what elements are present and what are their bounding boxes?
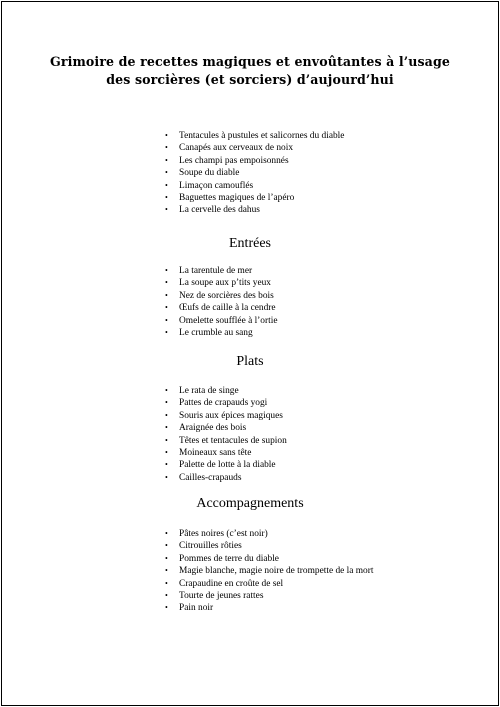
list-item	[165, 540, 373, 552]
bullet-icon: •	[165, 447, 168, 457]
list-item-label: Le rata de singe	[179, 386, 239, 396]
list-item-label: Les champi pas empoisonnés	[179, 155, 289, 166]
list-item	[165, 142, 344, 154]
list-item-label: Magie blanche, magie noire de trompette de la mort	[179, 566, 374, 577]
list-item-label: Tourte de jeunes rattes	[179, 590, 264, 601]
list-item-label: La soupe aux p’tits yeux	[179, 278, 271, 289]
list-item	[165, 602, 373, 614]
bullet-icon: •	[165, 603, 168, 613]
list-item-label: Canapés aux cerveaux de noix	[179, 143, 294, 154]
list-item-label: Palette de lotte à la diable	[179, 460, 276, 471]
list-accompagnements	[165, 528, 373, 615]
list-item-label: Le crumble au sang	[179, 327, 253, 338]
bullet-icon: •	[165, 435, 168, 445]
list-item	[165, 315, 277, 327]
bullet-icon: •	[165, 590, 168, 600]
section-heading-accompagnements: Accompagnements	[196, 496, 304, 511]
section-heading-plats: Plats	[236, 354, 264, 369]
document-title	[20, 53, 480, 89]
list-item-label: Moineaux sans tête	[179, 447, 252, 458]
list-item	[165, 385, 287, 397]
bullet-icon: •	[165, 266, 168, 275]
bullet-icon: •	[165, 541, 168, 551]
list-item-label: Pâtes noires (c’est noir)	[179, 529, 268, 539]
list-item	[165, 277, 277, 289]
bullet-icon: •	[165, 205, 168, 215]
bullet-icon: •	[165, 529, 168, 538]
list-item-label: Soupe du diable	[179, 168, 240, 179]
list-item-label: Citrouilles rôties	[179, 541, 242, 552]
list-item-label: Têtes et tentacules de supion	[179, 435, 287, 446]
list-item	[165, 553, 373, 565]
bullet-icon: •	[165, 423, 168, 433]
list-item	[165, 302, 277, 314]
bullet-icon: •	[165, 460, 168, 470]
bullet-icon: •	[165, 143, 168, 153]
list-item	[165, 447, 287, 459]
list-item-label: Pattes de crapauds yogi	[179, 398, 268, 409]
list-item-label: Crapaudine en croûte de sel	[179, 578, 284, 589]
list-amuse-bouches	[165, 130, 344, 217]
bullet-icon: •	[165, 278, 168, 288]
list-item-label: Nez de sorcières des bois	[179, 290, 274, 301]
list-item	[165, 130, 344, 142]
bullet-icon: •	[165, 566, 168, 576]
list-item-label: Cailles-crapauds	[179, 472, 242, 483]
list-item-label: Pain noir	[179, 603, 214, 614]
list-item	[165, 327, 277, 339]
list-item	[165, 167, 344, 179]
bullet-icon: •	[165, 290, 168, 300]
list-item-label: Tentacules à pustules et salicornes du diable	[179, 131, 345, 141]
list-item	[165, 459, 287, 471]
bullet-icon: •	[165, 131, 168, 140]
bullet-icon: •	[165, 327, 168, 337]
bullet-icon: •	[165, 410, 168, 420]
bullet-icon: •	[165, 168, 168, 178]
section-heading-entrees: Entrées	[229, 236, 271, 251]
bullet-icon: •	[165, 303, 168, 313]
list-item-label: Araignée des bois	[179, 423, 247, 434]
list-item	[165, 155, 344, 167]
list-item-label: Omelette soufflée à l’ortie	[179, 315, 278, 326]
list-item	[165, 192, 344, 204]
list-item	[165, 204, 344, 216]
list-item	[165, 265, 277, 277]
list-item-label: Pommes de terre du diable	[179, 553, 279, 564]
bullet-icon: •	[165, 155, 168, 165]
list-item-label: La cervelle des dahus	[179, 205, 260, 216]
list-item-label: Œufs de caille à la cendre	[179, 303, 276, 314]
list-item-label: Souris aux épices magiques	[179, 410, 283, 421]
bullet-icon: •	[165, 386, 168, 395]
list-item	[165, 590, 373, 602]
title-line-2: des sorcières (et sorciers) d’aujourd’hui	[106, 72, 394, 87]
bullet-icon: •	[165, 192, 168, 202]
bullet-icon: •	[165, 398, 168, 408]
list-item	[165, 180, 344, 192]
list-item	[165, 290, 277, 302]
bullet-icon: •	[165, 553, 168, 563]
bullet-icon: •	[165, 472, 168, 482]
list-entrees	[165, 265, 277, 339]
list-item	[165, 410, 287, 422]
list-item	[165, 397, 287, 409]
title-line-1: Grimoire de recettes magiques et envoûtantes à l’usage	[50, 54, 450, 69]
list-plats	[165, 385, 287, 484]
list-item	[165, 472, 287, 484]
list-item	[165, 435, 287, 447]
list-item-label: La tarentule de mer	[179, 266, 253, 276]
list-item	[165, 528, 373, 540]
list-item	[165, 578, 373, 590]
bullet-icon: •	[165, 315, 168, 325]
list-item-label: Baguettes magiques de l’apéro	[179, 192, 295, 203]
list-item	[165, 565, 373, 577]
bullet-icon: •	[165, 578, 168, 588]
list-item-label: Limaçon camouflés	[179, 180, 254, 191]
list-item	[165, 422, 287, 434]
bullet-icon: •	[165, 180, 168, 190]
